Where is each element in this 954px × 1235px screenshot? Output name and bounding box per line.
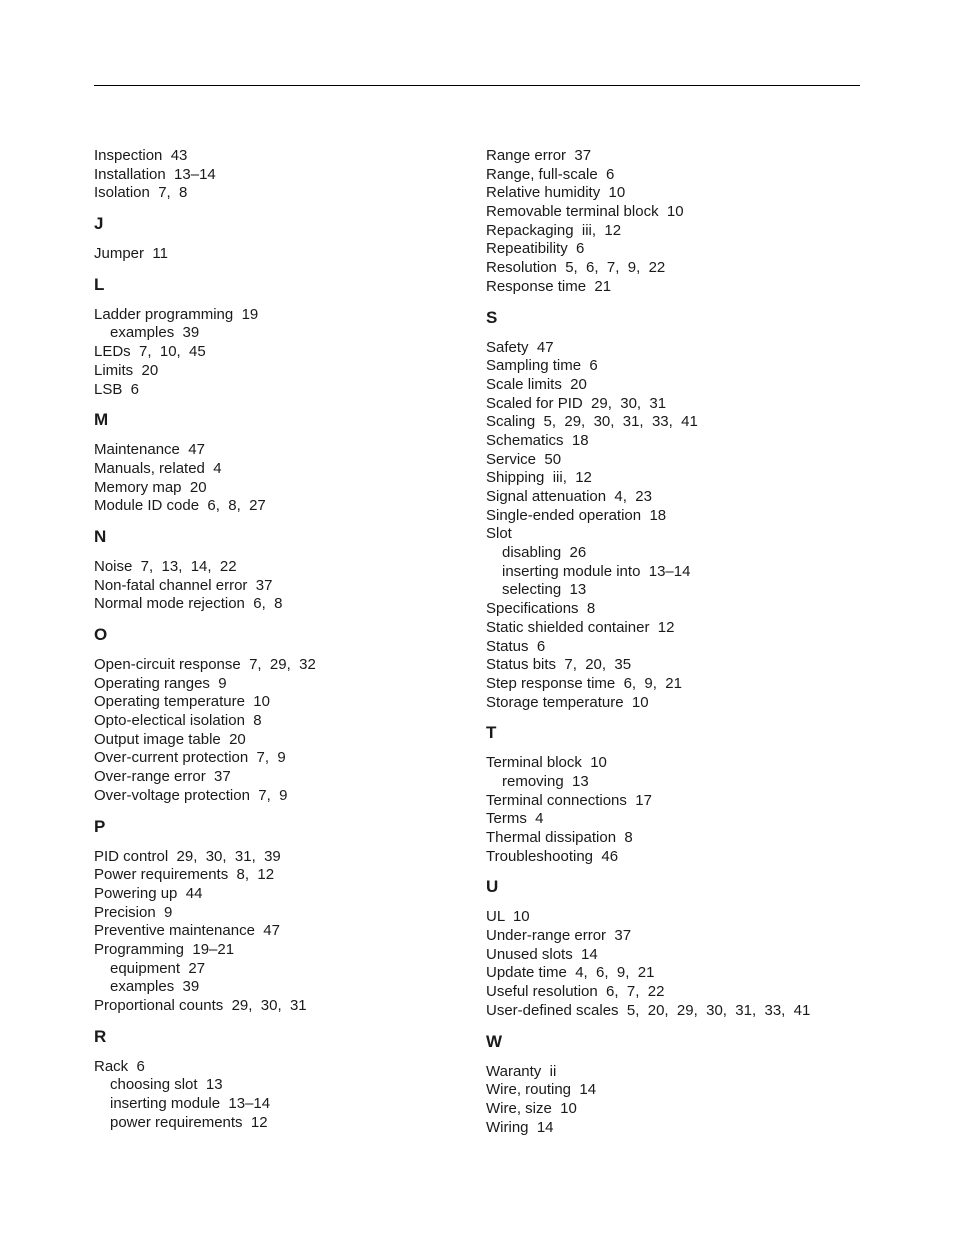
index-entry: Precision 9	[94, 903, 173, 921]
index-subentry: examples 39	[110, 324, 200, 342]
index-entry: Repackaging iii, 12	[486, 221, 622, 239]
index-entry: Power requirements 8, 12	[94, 866, 275, 884]
index-entry: Specifications 8	[486, 600, 596, 618]
index-entry: Terms 4	[486, 810, 544, 828]
index-entry: Over-voltage protection 7, 9	[94, 786, 288, 804]
index-entry: Static shielded container 12	[486, 618, 675, 636]
index-letter-heading: T	[486, 723, 497, 743]
index-entry: Under-range error 37	[486, 927, 632, 945]
index-entry: Troubleshooting 46	[486, 847, 619, 865]
index-entry: Repeatibility 6	[486, 240, 585, 258]
index-entry: Resolution 5, 6, 7, 9, 22	[486, 259, 666, 277]
index-entry: Single-ended operation 18	[486, 506, 667, 524]
index-entry: Noise 7, 13, 14, 22	[94, 557, 237, 575]
index-entry: Inspection 43	[94, 147, 188, 164]
index-column-right	[486, 147, 856, 1137]
index-entry: Isolation 7, 8	[94, 184, 188, 202]
index-entry: Unused slots 14	[486, 945, 598, 963]
index-entry: Jumper 11	[94, 245, 168, 263]
index-entry: PID control 29, 30, 31, 39	[94, 847, 281, 865]
index-letter-heading: S	[486, 307, 498, 327]
index-entry: Storage temperature 10	[486, 693, 649, 711]
index-entry: LSB 6	[94, 380, 140, 398]
index-entry: Operating ranges 9	[94, 674, 227, 692]
index-letter-heading: P	[94, 816, 106, 836]
index-entry: Manuals, related 4	[94, 459, 222, 477]
index-subentry: inserting module 13–14	[110, 1095, 271, 1113]
index-subentry: choosing slot 13	[110, 1076, 223, 1094]
index-entry: Scaled for PID 29, 30, 31	[486, 394, 667, 412]
index-entry: Ladder programming 19	[94, 305, 259, 323]
index-entry: Thermal dissipation 8	[486, 829, 633, 846]
index-entry: Open-circuit response 7, 29, 32	[94, 656, 316, 673]
index-letter-heading: M	[94, 410, 109, 430]
index-letter-heading: J	[94, 214, 104, 234]
index-entry: Range, full-scale 6	[486, 165, 615, 183]
index-entry: Scale limits 20	[486, 375, 587, 393]
index-entry: Proportional counts 29, 30, 31	[94, 997, 307, 1014]
index-subentry: selecting 13	[502, 581, 587, 599]
index-subentry: equipment 27	[110, 959, 206, 977]
index-entry: Sampling time 6	[486, 357, 598, 375]
index-entry: Over-current protection 7, 9	[94, 749, 286, 767]
index-column-left	[94, 147, 464, 1132]
index-entry: Update time 4, 6, 9, 21	[486, 964, 655, 982]
index-entry: Limits 20	[94, 361, 159, 379]
index-letter-heading: W	[486, 1031, 503, 1051]
index-entry: Over-range error 37	[94, 768, 231, 786]
index-entry: Programming 19–21	[94, 940, 235, 958]
index-letter-heading: O	[94, 625, 108, 644]
index-entry: Useful resolution 6, 7, 22	[486, 983, 665, 1001]
index-subentry: examples 39	[110, 978, 200, 996]
index-entry: User-defined scales 5, 20, 29, 30, 31, 33, 41	[486, 1001, 811, 1019]
index-entry: Status bits 7, 20, 35	[486, 656, 632, 674]
index-entry: Slot	[486, 525, 512, 543]
index-entry: Rack 6	[94, 1057, 145, 1075]
index-subentry: inserting module into 13–14	[502, 562, 691, 580]
index-entry: Memory map 20	[94, 478, 207, 496]
index-entry: Output image table 20	[94, 730, 246, 748]
index-entry: Wire, routing 14	[486, 1081, 597, 1099]
index-entry: Shipping iii, 12	[486, 469, 592, 487]
index-entry: Service 50	[486, 450, 562, 468]
index-subentry: removing 13	[502, 772, 589, 790]
index-entry: Preventive maintenance 47	[94, 922, 280, 940]
index-letter-heading: N	[94, 526, 107, 546]
index-letter-heading: U	[486, 877, 499, 897]
index-entry: Non-fatal channel error 37	[94, 576, 273, 594]
index-entry: UL 10	[486, 908, 530, 926]
index-letter-heading: R	[94, 1026, 107, 1046]
index-entry: Range error 37	[486, 147, 592, 164]
index-entry: Normal mode rejection 6, 8	[94, 595, 283, 613]
index-entry: Powering up 44	[94, 884, 203, 902]
index-entry: Terminal connections 17	[486, 791, 652, 809]
index-entry: Installation 13–14	[94, 165, 216, 183]
index-entry: Safety 47	[486, 338, 554, 356]
index-entry: Removable terminal block 10	[486, 203, 684, 221]
index-entry: Relative humidity 10	[486, 184, 626, 202]
index-subentry: disabling 26	[502, 544, 587, 562]
index-entry: LEDs 7, 10, 45	[94, 343, 206, 361]
index-entry: Response time 21	[486, 277, 612, 295]
index-entry: Schematics 18	[486, 431, 589, 449]
index-entry: Wiring 14	[486, 1118, 554, 1136]
index-entry: Module ID code 6, 8, 27	[94, 497, 266, 515]
index-entry: Wire, size 10	[486, 1099, 577, 1117]
index-entry: Opto-electical isolation 8	[94, 712, 262, 730]
index-entry: Step response time 6, 9, 21	[486, 674, 682, 692]
index-entry: Waranty ii	[486, 1062, 557, 1080]
header-rule	[94, 85, 860, 86]
index-entry: Status 6	[486, 637, 546, 655]
index-subentry: power requirements 12	[110, 1113, 268, 1131]
index-letter-heading: L	[94, 274, 105, 294]
index-entry: Operating temperature 10	[94, 693, 270, 711]
index-entry: Terminal block 10	[486, 754, 607, 772]
index-entry: Scaling 5, 29, 30, 31, 33, 41	[486, 413, 698, 431]
index-entry: Maintenance 47	[94, 441, 205, 459]
index-entry: Signal attenuation 4, 23	[486, 488, 652, 505]
